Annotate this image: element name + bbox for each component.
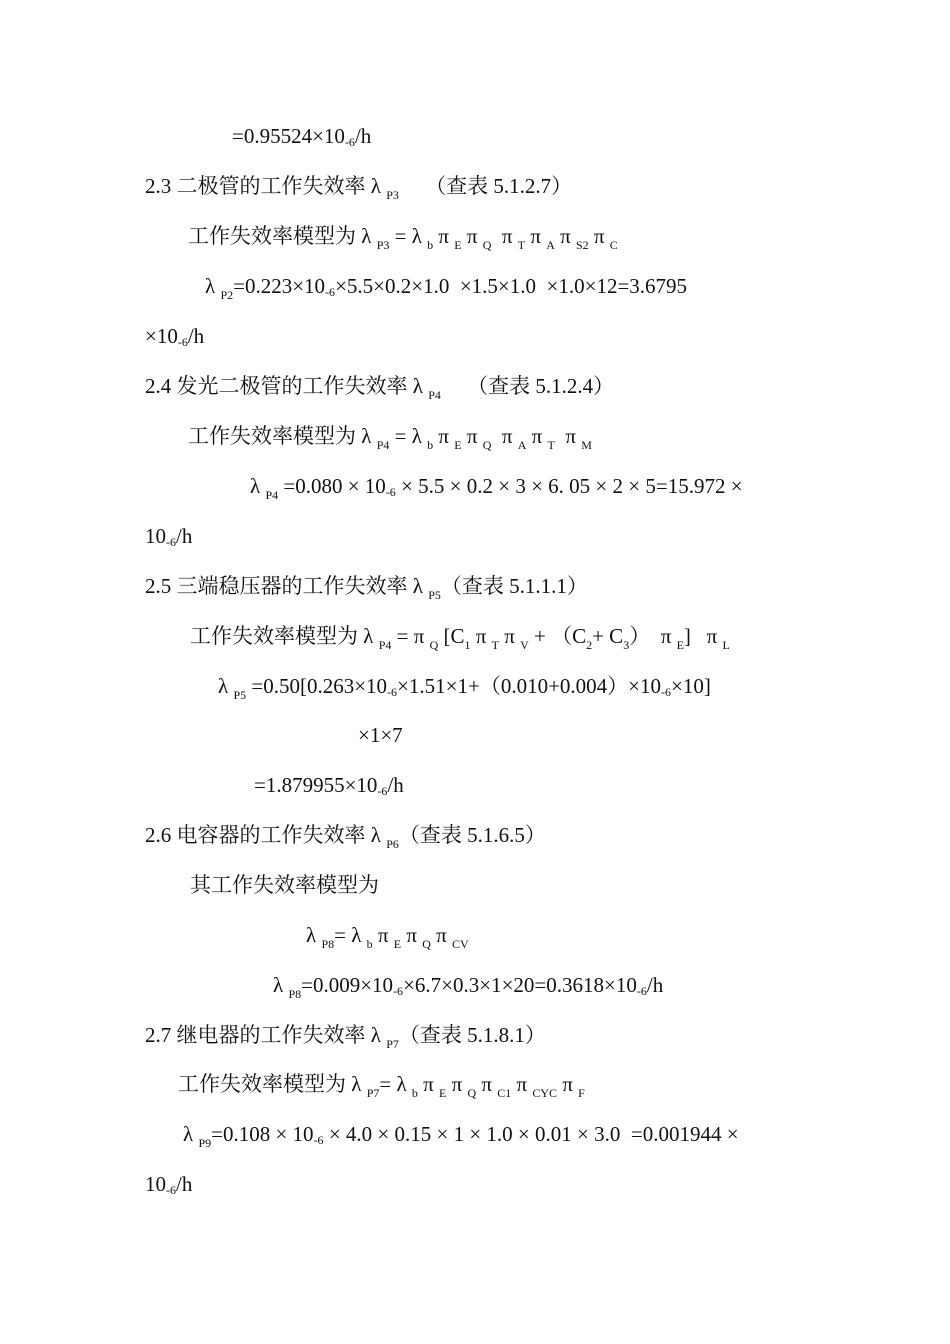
text-run: π: [554, 424, 582, 448]
subscript: P3: [386, 188, 399, 202]
text-run: 工作失效率模型为 λ: [188, 424, 377, 448]
text-run: （查表 5.1.1.1）: [440, 574, 588, 598]
text-run: 工作失效率模型为 λ: [188, 224, 377, 248]
subscript: E: [454, 238, 462, 252]
result-line: [232, 122, 950, 150]
subscript: P4: [378, 638, 392, 652]
text-run: 2.5 三端稳压器的工作失效率 λ: [145, 574, 429, 598]
text-run: ） π: [629, 624, 677, 648]
calc-line-cont: [145, 522, 950, 550]
text-run: /h: [176, 524, 193, 548]
section-heading-2-5: [145, 572, 950, 600]
text-run: π: [461, 424, 483, 448]
subscript: CYC: [532, 1086, 558, 1100]
subscript: A: [546, 238, 555, 252]
exponent: -6: [377, 784, 388, 798]
text-run: λ: [218, 674, 234, 698]
text-run: = λ: [379, 1072, 412, 1096]
subscript: 1: [464, 638, 471, 652]
text-run: （查表 5.1.6.5）: [398, 823, 546, 847]
calc-line: [250, 472, 950, 500]
text-run: π: [526, 424, 548, 448]
exponent: -6: [385, 485, 396, 499]
text-run: 10: [145, 524, 166, 548]
text-run: ×6.7×0.3×1×20=0.3618×10: [403, 973, 637, 997]
text-run: 工作失效率模型为 λ: [190, 624, 379, 648]
text-run: π: [433, 224, 455, 248]
subscript: C: [609, 238, 618, 252]
section-heading-2-4: [145, 372, 950, 400]
calc-line: [183, 1120, 950, 1148]
subscript: A: [517, 438, 527, 452]
exponent: -6: [313, 1133, 324, 1147]
subscript: F: [578, 1086, 585, 1100]
text-run: =0.95524×10: [232, 124, 345, 148]
subscript: b: [366, 937, 373, 951]
subscript: 2: [586, 638, 593, 652]
text-run: π: [491, 424, 518, 448]
model-formula: [188, 222, 950, 250]
text-run: π: [372, 923, 394, 947]
text-run: π: [491, 224, 518, 248]
text-run: ×10]: [671, 674, 711, 698]
subscript: CV: [452, 937, 469, 951]
text-run: π: [511, 1072, 533, 1096]
section-heading-2-6: [145, 821, 950, 849]
exponent: -6: [325, 285, 336, 299]
subscript: E: [393, 937, 402, 951]
text-run: 2.3 二极管的工作失效率 λ: [145, 174, 387, 198]
text-run: 2.4 发光二极管的工作失效率 λ: [145, 374, 429, 398]
text-run: 工作失效率模型为 λ: [178, 1072, 367, 1096]
subscript: P5: [233, 688, 247, 702]
text-run: （查表 5.1.2.7）: [398, 174, 573, 198]
text-run: ] π: [683, 624, 723, 648]
text-run: =0.50[0.263×10: [246, 674, 388, 698]
exponent: -6: [636, 984, 647, 998]
subscript: P2: [220, 288, 234, 302]
subscript: C1: [497, 1086, 512, 1100]
text-run: × 4.0 × 0.15 × 1 × 1.0 × 0.01 × 3.0 =0.001944 ×: [323, 1122, 739, 1146]
subscript: P4: [376, 438, 390, 452]
text-run: λ: [183, 1122, 199, 1146]
text-run: ×10: [145, 324, 178, 348]
exponent: -6: [661, 685, 672, 699]
text-run: 10: [145, 1172, 166, 1196]
text-run: ×1×7: [358, 723, 403, 747]
model-formula: [190, 622, 950, 650]
section-heading-2-3: [145, 172, 950, 200]
text-run: π: [554, 224, 576, 248]
subscript: Q: [482, 238, 492, 252]
text-run: π: [401, 923, 423, 947]
subscript: P6: [386, 837, 399, 851]
subscript: P7: [366, 1086, 380, 1100]
calc-line: [205, 272, 950, 300]
subscript: P9: [198, 1136, 212, 1150]
text-run: = λ: [389, 224, 428, 248]
subscript: P7: [386, 1037, 399, 1051]
subscript: Q: [422, 937, 431, 951]
model-intro: [190, 871, 950, 899]
calc-line-cont: [358, 721, 950, 749]
text-run: /h: [646, 973, 664, 997]
text-run: π: [446, 1072, 468, 1096]
exponent: -6: [393, 984, 404, 998]
calc-line-cont: [145, 322, 950, 350]
subscript: P4: [428, 388, 441, 402]
exponent: -6: [166, 1183, 176, 1197]
text-run: + C: [592, 624, 624, 648]
subscript: 3: [623, 638, 630, 652]
text-run: /h: [387, 773, 404, 797]
calc-line: [273, 971, 950, 999]
text-run: π: [525, 224, 547, 248]
text-run: =0.223×10: [233, 274, 326, 298]
subscript: b: [411, 1086, 418, 1100]
text-run: =0.108 × 10: [211, 1122, 314, 1146]
model-formula: [188, 422, 950, 450]
subscript: P3: [376, 238, 390, 252]
model-formula: [306, 921, 950, 949]
subscript: E: [439, 1086, 447, 1100]
exponent: -6: [177, 335, 188, 349]
text-run: = λ: [334, 923, 367, 947]
subscript: P8: [321, 937, 335, 951]
text-run: λ: [205, 274, 221, 298]
text-run: ×5.5×0.2×1.0 ×1.5×1.0 ×1.0×12=3.6795: [335, 274, 688, 298]
subscript: P5: [428, 588, 441, 602]
exponent: -6: [387, 685, 398, 699]
subscript: T: [517, 238, 526, 252]
text-run: + （C: [528, 624, 587, 648]
text-run: = λ: [389, 424, 428, 448]
text-run: π: [417, 1072, 440, 1096]
text-run: [C: [438, 624, 465, 648]
text-run: 2.7 继电器的工作失效率 λ: [145, 1023, 387, 1047]
subscript: L: [722, 638, 730, 652]
text-run: × 5.5 × 0.2 × 3 × 6. 05 × 2 × 5=15.972 ×: [395, 474, 743, 498]
text-run: = π: [391, 624, 430, 648]
text-run: π: [498, 624, 521, 648]
subscript: b: [427, 238, 434, 252]
text-run: =1.879955×10: [254, 773, 378, 797]
text-run: /h: [187, 324, 205, 348]
text-run: 2.6 电容器的工作失效率 λ: [145, 823, 387, 847]
text-run: π: [476, 1072, 498, 1096]
subscript: Q: [482, 438, 492, 452]
text-run: /h: [354, 124, 372, 148]
text-run: λ: [250, 474, 266, 498]
text-run: /h: [176, 1172, 193, 1196]
text-run: 其工作失效率模型为: [190, 873, 379, 897]
subscript: S2: [575, 238, 589, 252]
text-run: λ: [273, 973, 289, 997]
subscript: P8: [288, 987, 302, 1001]
text-run: （查表 5.1.2.4）: [440, 374, 615, 398]
subscript: E: [454, 438, 462, 452]
calc-line-cont: [145, 1170, 950, 1198]
subscript: T: [491, 638, 499, 652]
text-run: π: [430, 923, 452, 947]
subscript: T: [547, 438, 555, 452]
exponent: -6: [344, 135, 355, 149]
result-line: [254, 771, 950, 799]
subscript: P4: [265, 488, 279, 502]
text-run: =0.009×10: [301, 973, 394, 997]
subscript: Q: [467, 1086, 477, 1100]
text-run: π: [470, 624, 492, 648]
subscript: M: [581, 438, 592, 452]
exponent: -6: [166, 535, 176, 549]
subscript: Q: [429, 638, 439, 652]
model-formula: [178, 1070, 950, 1098]
subscript: V: [520, 638, 529, 652]
text-run: =0.080 × 10: [278, 474, 386, 498]
text-run: （查表 5.1.8.1）: [398, 1023, 546, 1047]
section-heading-2-7: [145, 1021, 950, 1049]
text-run: π: [461, 224, 483, 248]
text-run: π: [588, 224, 610, 248]
subscript: E: [676, 638, 684, 652]
subscript: b: [427, 438, 434, 452]
calc-line: [218, 672, 950, 700]
text-run: ×1.51×1+（0.010+0.004）×10: [397, 674, 662, 698]
text-run: π: [433, 424, 455, 448]
text-run: π: [557, 1072, 579, 1096]
text-run: λ: [306, 923, 322, 947]
